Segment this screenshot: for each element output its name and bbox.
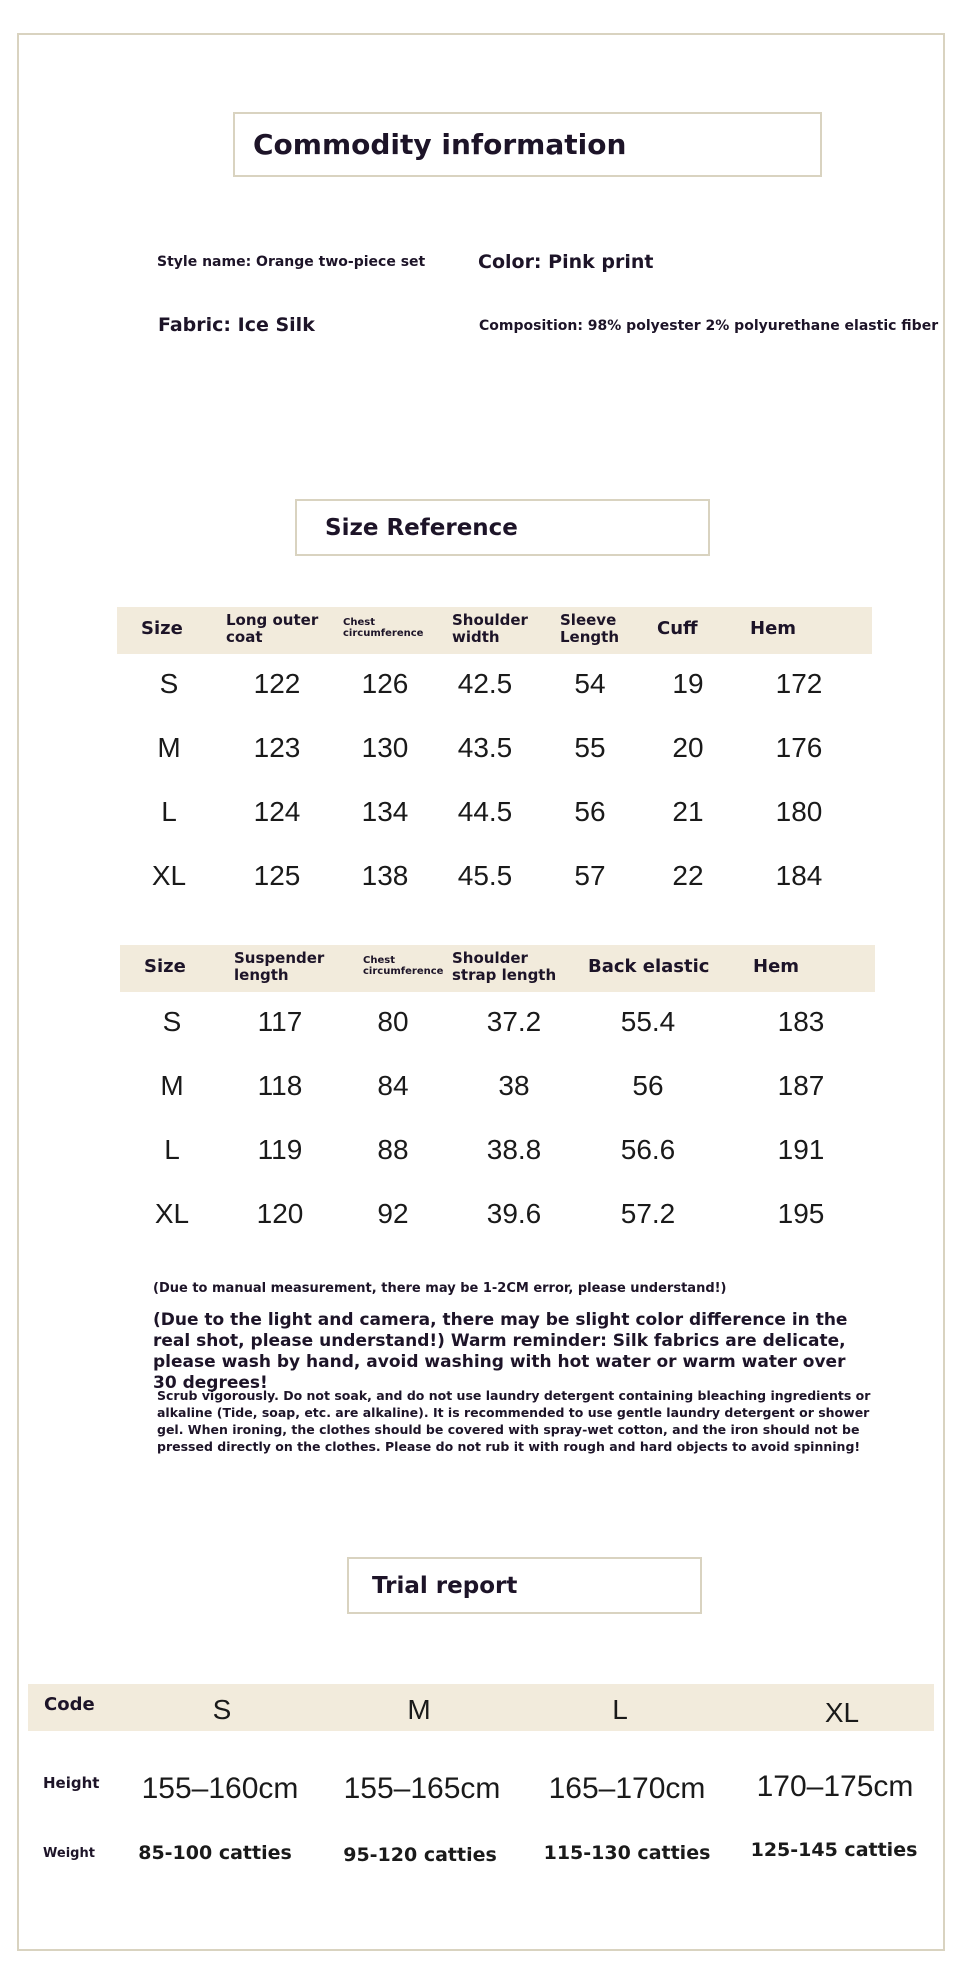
suspender-header-chest: Chest circumference [363, 955, 444, 977]
suspender-cell: M [160, 1070, 184, 1101]
trial-size-s: S [212, 1694, 232, 1725]
suspender-cell: 92 [377, 1198, 409, 1229]
coat-cell: 45.5 [457, 860, 513, 891]
coat-cell: M [157, 732, 181, 763]
coat-header-chest: Chest circumference [343, 617, 424, 639]
suspender-cell: XL [154, 1198, 190, 1229]
trial-weight-xl: 125-145 catties [750, 1839, 918, 1861]
coat-cell: S [159, 668, 179, 699]
coat-cell: 126 [361, 668, 409, 699]
style-name: Style name: Orange two-piece set [157, 254, 426, 270]
trial-weight-s: 85-100 catties [138, 1842, 292, 1864]
coat-header-cuff: Cuff [657, 618, 698, 639]
trial-height-l: 165–170cm [548, 1772, 706, 1805]
coat-cell: 124 [253, 796, 301, 827]
suspender-header-suspender-length: Suspender length [234, 949, 325, 984]
trial-height-xl: 170–175cm [756, 1770, 914, 1803]
commodity-title-box [233, 112, 822, 177]
composition-info: Composition: 98% polyester 2% polyurethane elastic fiber [479, 318, 939, 334]
suspender-cell: 55.4 [620, 1006, 676, 1037]
suspender-cell: 57.2 [620, 1198, 676, 1229]
coat-cell: 122 [253, 668, 301, 699]
suspender-cell: 37.2 [486, 1006, 542, 1037]
coat-header-hem: Hem [750, 618, 797, 639]
trial-size-l: L [612, 1694, 628, 1725]
coat-cell: 125 [253, 860, 301, 891]
coat-cell: 134 [361, 796, 409, 827]
color-warning-note: (Due to the light and camera, there may be slight color difference in the real shot, please understand!) Warm reminder: Silk fabrics are delicate, please wash by hand, avoid washing with hot water or warm water over 30 degrees! [153, 1310, 848, 1393]
coat-cell: 172 [775, 668, 823, 699]
coat-cell: 55 [574, 732, 606, 763]
suspender-header-back-elastic: Back elastic [588, 956, 710, 977]
color-info: Color: Pink print [478, 251, 654, 273]
coat-header-long-outer-coat: Long outer coat [226, 611, 319, 646]
trial-size-m: M [407, 1694, 431, 1725]
coat-cell: 57 [574, 860, 606, 891]
suspender-cell: 120 [256, 1198, 304, 1229]
trial-height-label: Height [43, 1774, 100, 1792]
suspender-cell: 119 [257, 1134, 303, 1165]
suspender-cell: 195 [777, 1198, 825, 1229]
suspender-header-shoulder-strap: Shoulder strap length [452, 949, 557, 984]
coat-cell: 56 [574, 796, 606, 827]
suspender-cell: 88 [377, 1134, 409, 1165]
trial-height-m: 155–165cm [343, 1772, 501, 1805]
suspender-header-hem: Hem [753, 956, 800, 977]
coat-cell: L [161, 796, 177, 827]
coat-cell: 21 [672, 796, 704, 827]
size-reference-title: Size Reference [325, 514, 518, 541]
trial-weight-label: Weight [43, 1846, 95, 1861]
size-reference-title-box [295, 499, 710, 556]
trial-code-label: Code [44, 1694, 95, 1715]
suspender-cell: L [164, 1134, 180, 1165]
measurement-note: (Due to manual measurement, there may be 1-2CM error, please understand!) [153, 1281, 727, 1296]
suspender-cell: 56.6 [620, 1134, 676, 1165]
suspender-cell: 80 [377, 1006, 409, 1037]
suspender-cell: 117 [257, 1006, 303, 1037]
fabric-info: Fabric: Ice Silk [158, 314, 315, 336]
suspender-cell: 39.6 [486, 1198, 542, 1229]
trial-weight-l: 115-130 catties [543, 1842, 711, 1864]
coat-cell: 130 [361, 732, 409, 763]
trial-report-title-box [347, 1557, 702, 1614]
trial-table-header [28, 1684, 934, 1731]
coat-cell: 184 [775, 860, 823, 891]
suspender-cell: 56 [632, 1070, 664, 1101]
care-note: Scrub vigorously. Do not soak, and do not use laundry detergent containing bleaching ingredients or alkaline (Tide, soap, etc. are alkaline). It is recommended to use gentle laundry detergent or shower gel. When ironing, the clothes should be covered with spray-wet cotton, and the iron should not be pressed directly on the clothes. Please do not rub it with rough and hard objects to avoid spinning! [157, 1388, 871, 1454]
coat-cell: 43.5 [457, 732, 513, 763]
coat-header-shoulder-width: Shoulder width [452, 611, 528, 646]
coat-cell: 180 [775, 796, 823, 827]
suspender-cell: 191 [777, 1134, 825, 1165]
suspender-cell: 118 [257, 1070, 303, 1101]
suspender-cell: 187 [777, 1070, 825, 1101]
coat-cell: 22 [672, 860, 704, 891]
coat-cell: 42.5 [457, 668, 513, 699]
trial-size-xl: XL [824, 1697, 860, 1728]
coat-cell: 123 [253, 732, 301, 763]
coat-cell: 176 [775, 732, 823, 763]
coat-cell: 138 [361, 860, 409, 891]
coat-cell: 19 [672, 668, 704, 699]
suspender-header-size: Size [144, 956, 186, 977]
suspender-cell: S [162, 1006, 182, 1037]
suspender-cell: 183 [777, 1006, 825, 1037]
suspender-cell: 38 [498, 1070, 530, 1101]
coat-cell: 54 [574, 668, 606, 699]
coat-cell: XL [151, 860, 187, 891]
coat-cell: 44.5 [457, 796, 513, 827]
trial-report-title: Trial report [372, 1572, 518, 1599]
suspender-cell: 84 [377, 1070, 409, 1101]
trial-weight-m: 95-120 catties [343, 1844, 497, 1866]
trial-height-s: 155–160cm [141, 1772, 299, 1805]
commodity-title: Commodity information [253, 128, 627, 161]
suspender-cell: 38.8 [486, 1134, 542, 1165]
coat-header-size: Size [141, 618, 183, 639]
coat-cell: 20 [672, 732, 704, 763]
coat-header-sleeve-length: Sleeve Length [560, 611, 619, 646]
